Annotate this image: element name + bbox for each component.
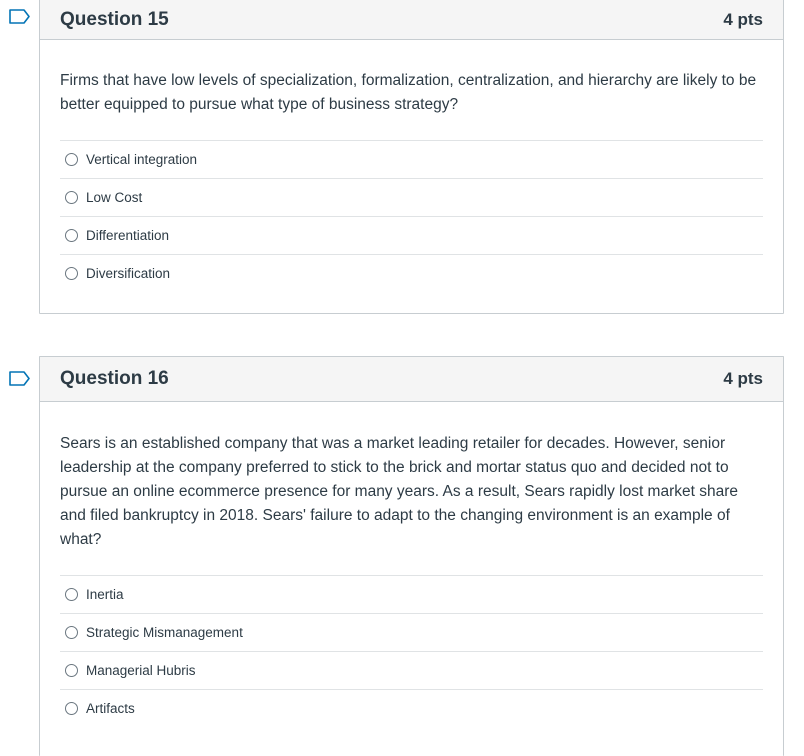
answer-label[interactable]: Low Cost	[86, 190, 143, 205]
answer-option[interactable]	[60, 689, 763, 727]
question-text: Sears is an established company that was a market leading retailer for decades. However, senior leadership at the company preferred to stick to the brick and mortar status quo and decided not to pursue an online ecommerce presence for many years. As a result, Sears rapidly lost market share and filed bankruptcy in 2018. Sears' failure to adapt to the changing environment is an example of what?	[60, 435, 739, 548]
radio-button[interactable]	[65, 588, 78, 601]
answer-option[interactable]	[60, 216, 763, 254]
radio-button[interactable]	[65, 664, 78, 677]
radio-button[interactable]	[65, 267, 78, 280]
question-header	[40, 357, 783, 402]
radio-button[interactable]	[65, 702, 78, 715]
answer-option[interactable]	[60, 575, 763, 613]
flag-question-15-icon[interactable]	[9, 9, 31, 24]
answer-label[interactable]: Strategic Mismanagement	[86, 625, 243, 640]
question-body	[40, 402, 783, 727]
radio-button[interactable]	[65, 229, 78, 242]
answer-label[interactable]: Diversification	[86, 266, 171, 281]
question-text: Firms that have low levels of specialization, formalization, centralization, and hierarchy are likely to be better equipped to pursue what type of business strategy?	[60, 72, 757, 113]
radio-button[interactable]	[65, 626, 78, 639]
question-15	[39, 0, 784, 314]
question-title: Question 15	[60, 8, 169, 30]
answer-list	[60, 575, 763, 727]
answer-label[interactable]: Vertical integration	[86, 152, 198, 167]
answer-list	[60, 140, 763, 292]
radio-button[interactable]	[65, 153, 78, 166]
question-16	[39, 356, 784, 756]
question-body	[40, 40, 783, 292]
question-header	[40, 0, 783, 40]
flag-question-16-icon[interactable]	[9, 371, 31, 386]
question-points: 4 pts	[723, 9, 763, 29]
question-points: 4 pts	[723, 369, 763, 388]
question-title: Question 16	[60, 368, 169, 389]
radio-button[interactable]	[65, 191, 78, 204]
answer-option[interactable]	[60, 178, 763, 216]
answer-label[interactable]: Artifacts	[86, 701, 135, 716]
answer-option[interactable]	[60, 140, 763, 178]
answer-label[interactable]: Managerial Hubris	[86, 663, 196, 678]
answer-option[interactable]	[60, 613, 763, 651]
answer-label[interactable]: Differentiation	[86, 228, 170, 243]
answer-label[interactable]: Inertia	[86, 587, 124, 602]
answer-option[interactable]	[60, 651, 763, 689]
answer-option[interactable]	[60, 254, 763, 292]
